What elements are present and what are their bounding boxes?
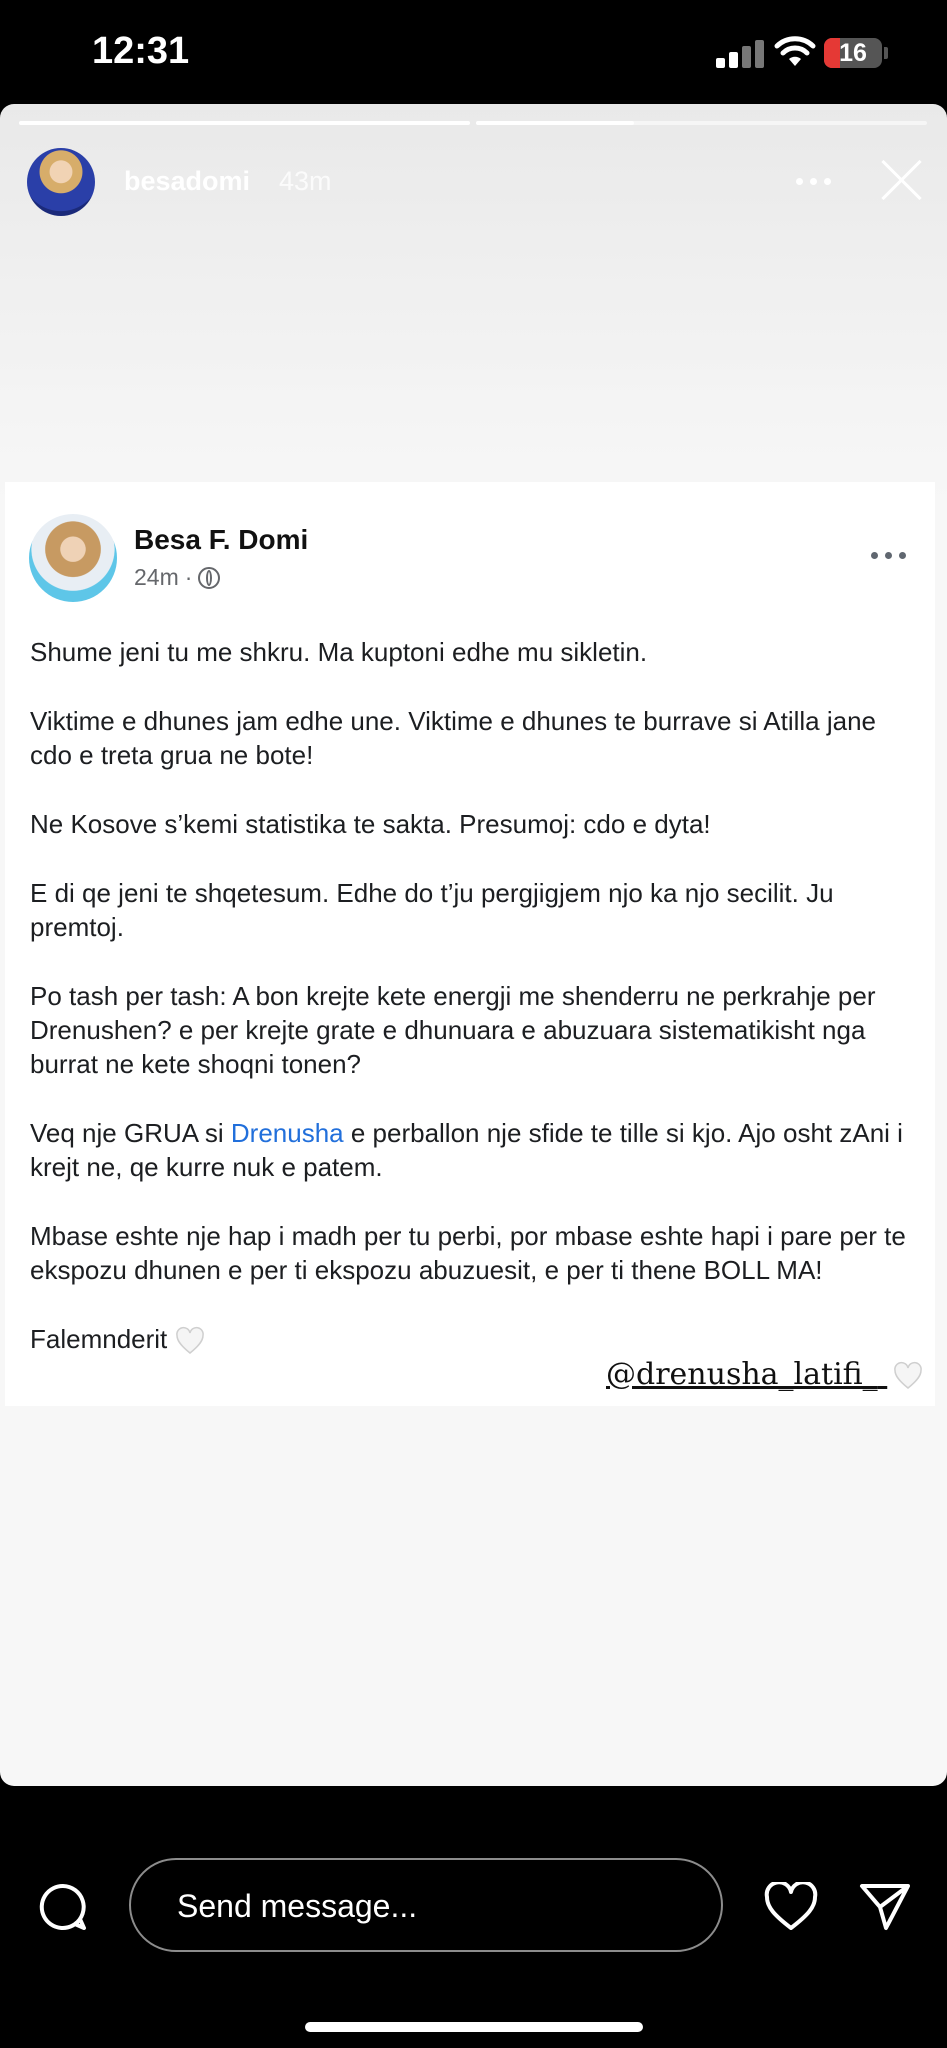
post-body [30,635,920,1391]
send-icon[interactable] [858,1880,912,1932]
avatar[interactable] [27,148,95,216]
cellular-signal-icon [716,40,764,68]
wifi-icon [774,34,816,68]
white-heart-emoji [175,1326,205,1356]
mention-sticker[interactable] [606,1357,923,1392]
close-icon[interactable] [878,156,926,204]
closing-text: Falemnderit [30,1324,168,1354]
story-reply-bar [0,1786,947,2048]
meta-separator: · [184,564,193,590]
story-header [0,142,947,212]
story-username[interactable]: besadomi [124,166,251,196]
camera-icon[interactable] [38,1882,88,1932]
heart-icon[interactable] [764,1882,818,1932]
post-paragraph: Viktime e dhunes jam edhe une. Viktime e dhunes te burrave si Atilla jane cdo e treta grua ne bote! [30,706,876,770]
shared-post [5,482,935,1406]
post-paragraph [30,1116,920,1184]
post-time: 24m [134,564,179,590]
post-paragraph: Ne Kosove s’kemi statistika te sakta. Presumoj: cdo e dyta! [30,809,711,839]
post-meta [134,564,220,591]
post-paragraph: Po tash per tash: A bon krejte kete energji me shenderru ne perkrahje per Drenushen? e per krejte grate e dhunuara e abuzuara sistematikisht nga burrat ne kete shoqni tonen? [30,981,876,1079]
battery-tip [884,47,888,59]
paragraph-text: Veq nje GRUA si [30,1118,231,1148]
post-author-name: Besa F. Domi [134,524,309,555]
story-timestamp: 43m [279,166,332,196]
story-progress-segment [19,121,470,125]
send-message-field[interactable] [129,1858,723,1952]
story-progress [19,121,928,125]
post-paragraph: Shume jeni tu me shkru. Ma kuptoni edhe mu sikletin. [30,637,648,667]
post-paragraph: Mbase eshte nje hap i madh per tu perbi, por mbase eshte hapi i pare per te ekspozu dhunen e per ti ekspozu abuzuesit, e per ti thene BOLL MA! [30,1221,906,1285]
story-viewer[interactable] [0,104,947,1786]
post-author-avatar [29,514,117,602]
battery-indicator [824,38,882,68]
battery-level-label: 16 [839,39,867,67]
post-more-icon [871,550,909,562]
home-indicator [305,2022,643,2032]
mention-text: @drenusha_latifi_ [606,1357,878,1392]
white-heart-emoji [893,1361,923,1391]
tagged-person: Drenusha [230,1118,344,1148]
globe-icon [198,567,220,589]
paragraph-text: e perballon nje sfide te tille si kjo. Ajo osht zAni i krejt ne, qe kurre nuk e patem. [30,1118,903,1182]
post-paragraph: E di qe jeni te shqetesum. Edhe do t’ju pergjigjem njo ka njo secilit. Ju premtoj. [30,878,834,942]
story-progress-segment [476,121,927,125]
status-bar [0,0,947,104]
more-icon[interactable] [796,170,836,190]
send-message-input[interactable] [175,1860,679,1952]
status-time: 12:31 [92,30,190,72]
post-closing [30,1322,920,1356]
